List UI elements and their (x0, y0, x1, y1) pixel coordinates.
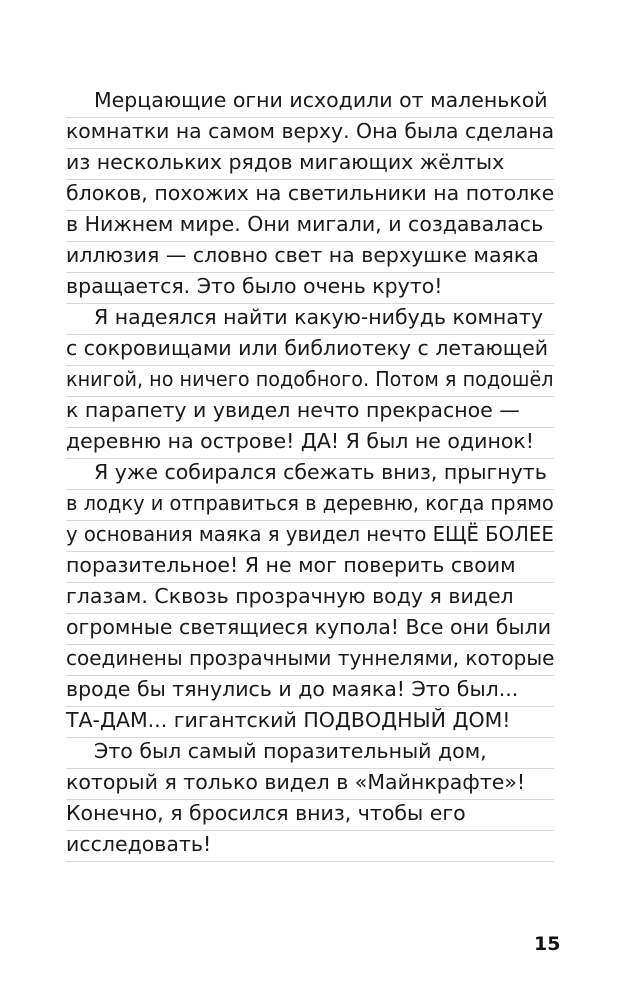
line-text: соединены прозрачными туннелями, которые (66, 646, 555, 670)
line-text: с сокровищами или библиотеку с летающей (66, 336, 549, 360)
page-number: 15 (534, 933, 561, 955)
text-line (66, 706, 554, 738)
text-line (66, 396, 554, 428)
line-text: огромные светящиеся купола! Все они были (66, 615, 552, 639)
text-line (66, 148, 554, 180)
text-line (66, 117, 554, 149)
line-text: Это был самый поразительный дом, (94, 739, 487, 763)
line-text: Мерцающие огни исходили от маленькой (94, 88, 548, 112)
line-text: в лодку и отправиться в деревню, когда прямо (66, 491, 554, 515)
line-text: поразительное! Я не мог поверить своим (66, 553, 516, 577)
text-line (66, 365, 554, 397)
text-line (66, 427, 554, 459)
text-line (66, 799, 554, 831)
text-line (66, 551, 554, 583)
text-line (66, 737, 554, 769)
text-line (66, 334, 554, 366)
line-text: вроде бы тянулись и до маяка! Это был... (66, 677, 519, 701)
text-line (66, 830, 554, 862)
line-text: Конечно, я бросился вниз, чтобы его (66, 801, 466, 825)
line-text: комнатки на самом верху. Она была сделана (66, 119, 555, 143)
text-line (66, 272, 554, 304)
text-line (66, 520, 554, 552)
line-text: глазам. Сквозь прозрачную воду я видел (66, 584, 514, 608)
line-text: деревню на острове! ДА! Я был не одинок! (66, 429, 534, 453)
line-text: иллюзия — словно свет на верхушке маяка (66, 243, 539, 267)
text-line (66, 582, 554, 614)
text-line (66, 86, 554, 118)
line-text: книгой, но ничего подобного. Потом я подошёл (66, 367, 554, 391)
line-text: из нескольких рядов мигающих жёлтых (66, 150, 505, 174)
text-line (66, 303, 554, 335)
line-text: у основания маяка я увидел нечто ЕЩЁ БОЛЕЕ (66, 522, 554, 546)
line-text: ТА-ДАМ... гигантский ПОДВОДНЫЙ ДОМ! (66, 708, 511, 732)
line-text: блоков, похожих на светильники на потолке (66, 181, 555, 205)
line-text: который я только видел в «Майнкрафте»! (66, 770, 526, 794)
line-text: вращается. Это было очень круто! (66, 274, 443, 298)
text-line (66, 675, 554, 707)
text-line (66, 179, 554, 211)
line-text: к парапету и увидел нечто прекрасное — (66, 398, 520, 422)
line-text: Я уже собирался сбежать вниз, прыгнуть (94, 460, 547, 484)
text-line (66, 458, 554, 490)
text-line (66, 489, 554, 521)
text-line (66, 613, 554, 645)
text-line (66, 210, 554, 242)
line-text: Я надеялся найти какую-нибудь комнату (94, 305, 543, 329)
text-line (66, 241, 554, 273)
line-text: в Нижнем мире. Они мигали, и создавалась (66, 212, 544, 236)
text-line (66, 644, 554, 676)
line-text: исследовать! (66, 832, 212, 856)
text-line (66, 768, 554, 800)
